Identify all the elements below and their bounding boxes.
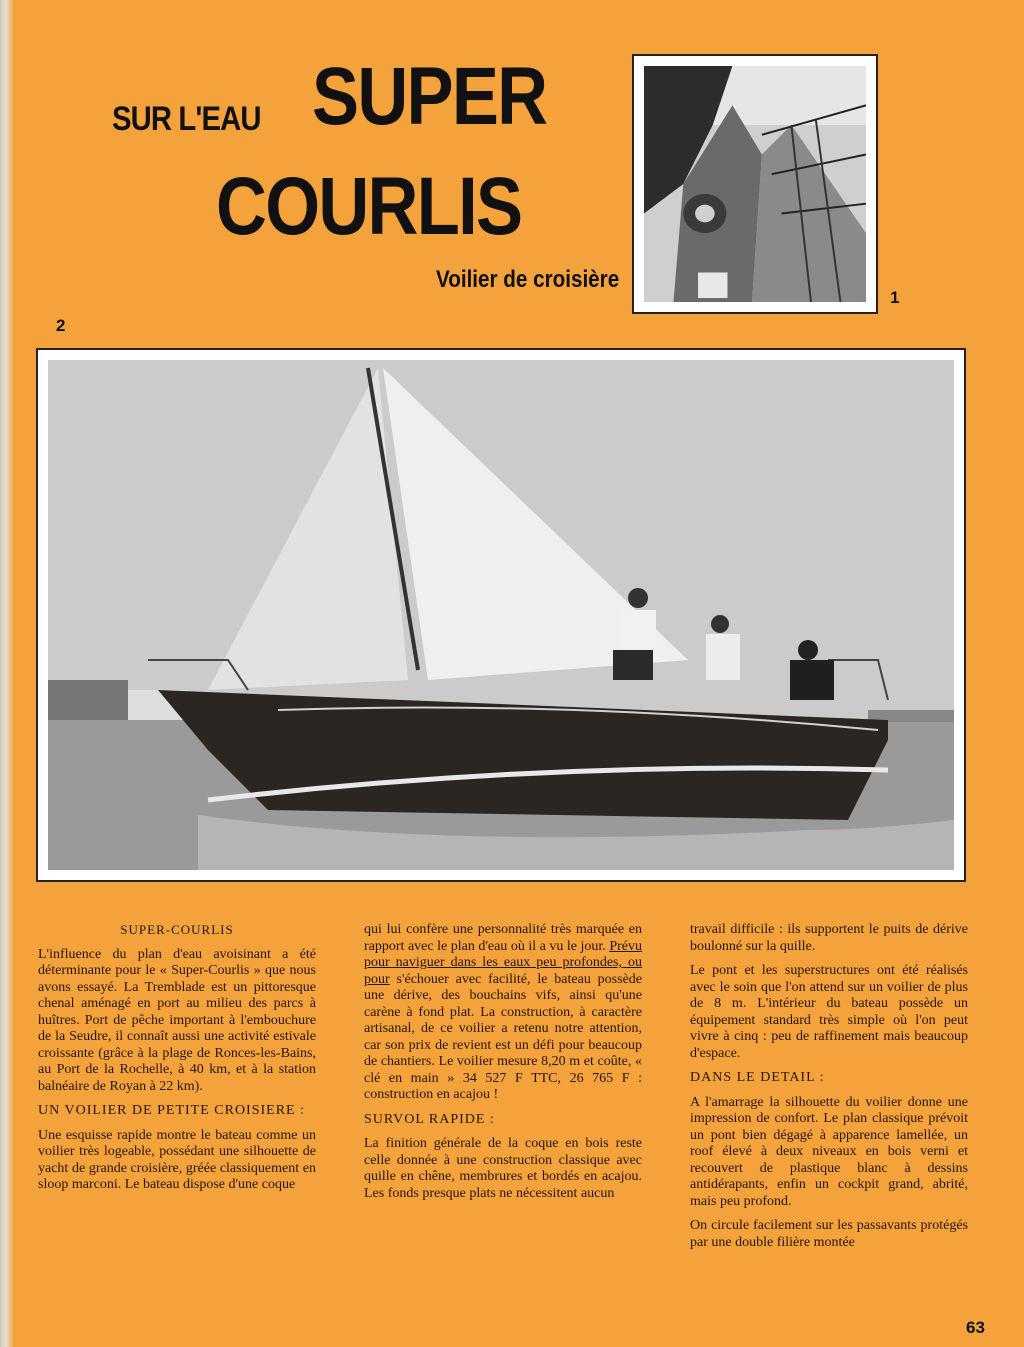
title-line-1: SUPER xyxy=(312,51,547,142)
deck-photo-image xyxy=(644,66,866,302)
photo-sailboat xyxy=(36,348,966,882)
subtitle: Voilier de croisière xyxy=(436,266,620,293)
kicker: SUR L'EAU xyxy=(112,100,261,138)
photo-deck-detail xyxy=(632,54,878,314)
paragraph-start: qui lui confère une personnalité très marquée en rapport avec le plan d'eau où il a vu le jour. xyxy=(364,922,642,954)
page-edge xyxy=(0,0,14,1347)
section-heading-super-courlis: SUPER-COURLIS xyxy=(120,922,234,937)
section-heading-petite-croisiere: UN VOILIER DE PETITE CROISIERE : xyxy=(38,1103,305,1118)
paragraph: travail difficile : ils supportent le puits de dérive boulonné sur la quille. xyxy=(690,922,968,954)
section-heading-survol-rapide: SURVOL RAPIDE : xyxy=(364,1111,495,1127)
figure-number-2: 2 xyxy=(56,316,66,335)
paragraph: A l'amarrage la silhouette du voilier donne une impression de confort. Le plan classique prévoit un pont bien dégagé à apparence lamellée, un roof élevé à deux niveaux en bois verni et recouvert de plastique blanc à dessins antidérapants, enfin un cockpit grand, abrité, mais peu profond. xyxy=(690,1094,968,1209)
underlined-phrase: Prévu pour naviguer dans les eaux peu profondes, ou pour xyxy=(364,938,643,987)
section-heading-dans-le-detail: DANS LE DETAIL : xyxy=(690,1070,825,1085)
paragraph-end: s'échouer avec facilité, le bateau possède une dérive, des bouchains vifs, ainsi qu'une carène à fond plat. La construction, à caractère artisanal, de ce voilier a retenu notre attention, car son prix de revient est un défi pour beaucoup de chantiers. Le voilier mesure 8,20 m et coûte, « clé en main » 34 527 F TTC, 26 765 F : construction en acajou ! xyxy=(364,971,643,1102)
paragraph xyxy=(364,922,642,1104)
paragraph: L'influence du plan d'eau avoisinant a été déterminante pour le « Super-Courlis » que nous avons essayé. La Tremblade est un pittoresque chenal aménagé en port au milieu des parcs à huîtres. Port de pêche important à l'embouchure de la Seudre, il connaît aussi une activité estivale croissante (grâce à la plage de Ronces-les-Bains, au Port de la Rochelle, à 40 km, et à la station balnéaire de Royan à 22 km). xyxy=(38,946,316,1094)
sailboat-photo-image xyxy=(48,360,954,870)
page-number: 63 xyxy=(966,1318,985,1337)
text-column-2 xyxy=(364,922,642,1210)
paragraph: La finition générale de la coque en bois reste celle donnée à une construction classique avec quille en chêne, membrures et bordés en acajou. Les fonds presque plats ne nécessitent aucun xyxy=(364,1136,642,1201)
paragraph: On circule facilement sur les passavants protégés par une double filière montée xyxy=(690,1218,968,1250)
text-column-3 xyxy=(690,922,968,1259)
paragraph: Le pont et les superstructures ont été réalisés avec le soin que l'on attend sur un voilier de plus de 8 m. L'intérieur du bateau possède un équipement standard très simple où l'on peut vivre à cinq : peu de raffinement mais beaucoup d'espace. xyxy=(690,963,968,1061)
paragraph: Une esquisse rapide montre le bateau comme un voilier très logeable, possédant une silhouette de yacht de grande croisière, gréée classiquement en sloop marconi. Le bateau dispose d'une coque xyxy=(38,1127,316,1192)
text-column-1 xyxy=(38,922,316,1202)
figure-number-1: 1 xyxy=(890,288,900,307)
title-line-2: COURLIS xyxy=(216,161,522,252)
